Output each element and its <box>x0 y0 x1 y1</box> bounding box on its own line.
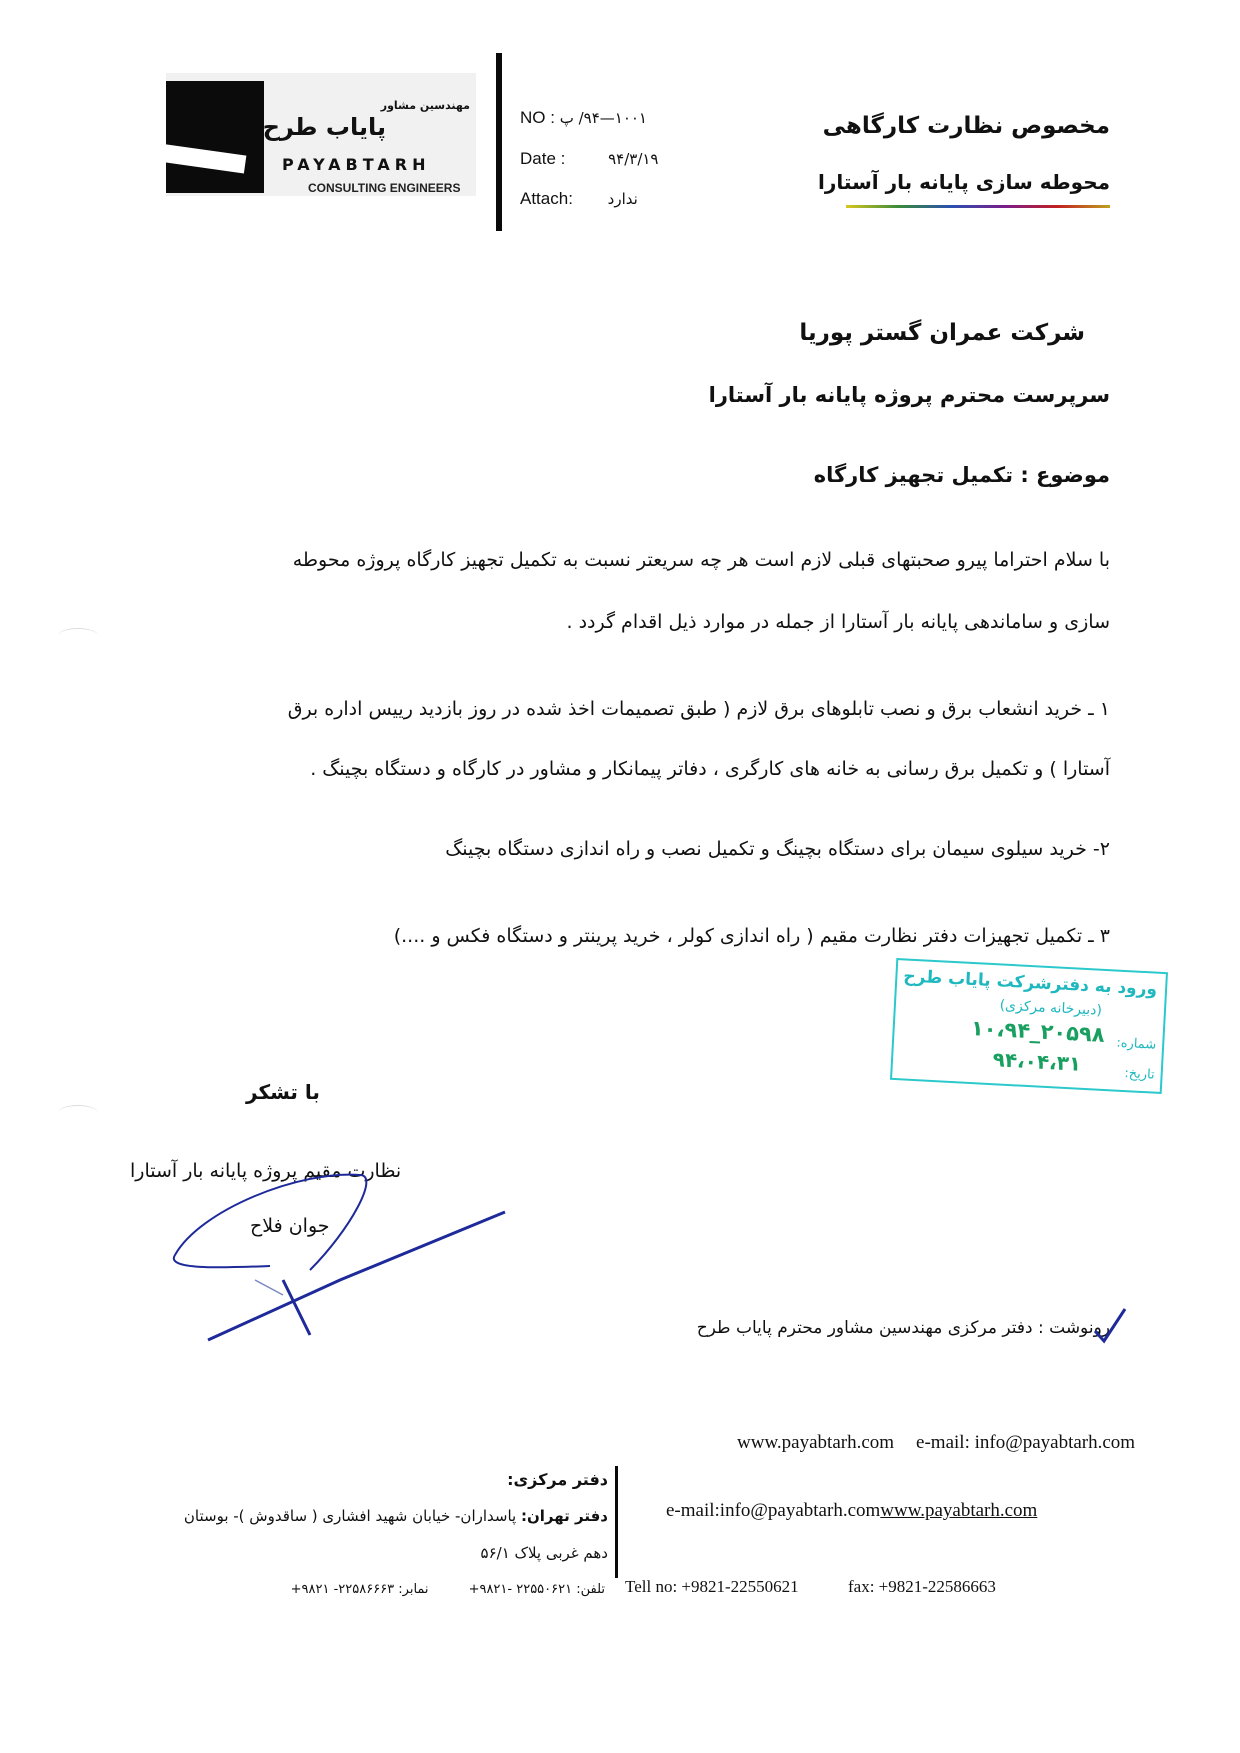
closing-text: با تشکر <box>246 1080 320 1104</box>
persian-fax: نمابر: ۲۲۵۸۶۶۶۳- ۹۸۲۱+ <box>290 1582 429 1597</box>
persian-phone: تلفن: ۲۲۵۵۰۶۲۱ -۹۸۲۱+ <box>468 1582 605 1597</box>
stamp-date-value: ۹۴،۰۴،۳۱ <box>992 1047 1082 1076</box>
list-item-1-line: ۱ ـ خرید انشعاب برق و نصب تابلوهای برق لازم ( طبق تصمیمات اخذ شده در روز بازدید رییس اداره برق <box>287 698 1110 720</box>
reference-attachment <box>520 189 638 209</box>
footer-contact-top <box>737 1432 1157 1454</box>
tehran-address-value: پاسداران- خیابان شهید افشاری ( ساقدوش )- بوستان <box>183 1507 521 1525</box>
header-title: مخصوص نظارت کارگاهی <box>822 113 1110 139</box>
scan-artifact <box>58 1105 98 1120</box>
address-plaque: دهم غربی پلاک ۵۶/۱ <box>480 1544 608 1562</box>
carbon-copy-line: رونوشت : دفتر مرکزی مهندسین مشاور محترم پایاب طرح <box>696 1318 1110 1338</box>
reference-number-value: ۱۰۰۱—۹۴/ پ <box>559 109 647 127</box>
recipient-company: شرکت عمران گستر پوریا <box>799 320 1085 346</box>
tehran-address <box>184 1507 608 1525</box>
address-divider <box>615 1466 618 1578</box>
subject-line: موضوع : تکمیل تجهیز کارگاه <box>813 463 1110 487</box>
persian-phone-line <box>291 1582 605 1597</box>
reference-attachment-value: ندارد <box>607 190 638 208</box>
footer-email[interactable]: e-mail: info@payabtarh.com <box>916 1432 1136 1453</box>
office-heading: دفتر مرکزی: <box>507 1470 608 1489</box>
list-item-2: ۲- خرید سیلوی سیمان برای دستگاه بچینگ و تکمیل نصب و راه اندازی دستگاه بچینگ <box>445 838 1110 860</box>
list-item-1-line: آستارا ) و تکمیل برق رسانی به خانه های کارگری ، دفاتر پیمانکار و مشاور در کارگاه و دستگاه بچینگ . <box>310 758 1110 780</box>
logo-persian-name: پایاب طرح <box>262 113 386 141</box>
checkmark-icon <box>1092 1305 1128 1345</box>
body-paragraph-line: با سلام احتراما پیرو صحبتهای قبلی لازم است هر چه سریعتر نسبت به تکمیل تجهیز کارگاه پروژه محوطه <box>292 549 1110 571</box>
footer-email-compact[interactable]: e-mail:info@payabtarh.com <box>666 1500 881 1521</box>
scan-artifact <box>58 628 98 643</box>
logo-persian-subtitle: مهندسین مشاور <box>380 99 470 112</box>
header-underline <box>846 205 1110 208</box>
logo-english-name: PAYABTARH <box>282 155 431 174</box>
reference-date-label: Date : <box>520 149 566 168</box>
reference-number <box>520 108 647 128</box>
recipient-title: سرپرست محترم پروژه پایانه بار آستارا <box>708 383 1110 407</box>
logo-mark-icon <box>166 81 264 193</box>
handwritten-signature <box>160 1170 520 1350</box>
company-logo <box>166 73 476 196</box>
list-item-3: ۳ ـ تکمیل تجهیزات دفتر نظارت مقیم ( راه اندازی کولر ، خرید پرینتر و دستگاه فکس و ....) <box>393 925 1110 947</box>
reference-number-label: NO : <box>520 108 555 127</box>
tehran-address-label: دفتر تهران: <box>520 1507 608 1525</box>
stamp-number-value: ۱۰،۹۴_۲۰۵۹۸ <box>970 1015 1106 1047</box>
receipt-stamp <box>890 958 1168 1094</box>
footer-website-compact[interactable]: www.payabtarh.com <box>880 1500 1038 1521</box>
header-subtitle: محوطه سازی پایانه بار آستارا <box>818 170 1110 194</box>
body-paragraph-line: سازی و ساماندهی پایانه بار آستارا از جمله در موارد ذیل اقدام گردد . <box>566 611 1110 633</box>
signatory-name: جوان فلاح <box>250 1215 330 1237</box>
reference-divider <box>496 53 502 231</box>
stamp-date-label: تاریخ: <box>1123 1066 1155 1083</box>
english-phone: Tell no: +9821-22550621 <box>625 1577 799 1596</box>
logo-english-subtitle: CONSULTING ENGINEERS <box>308 181 461 195</box>
stamp-title: ورود به دفترشرکت پایاب طرح <box>902 966 1158 1000</box>
reference-date-value: ۹۴/۳/۱۹ <box>608 150 659 168</box>
reference-date <box>520 149 658 169</box>
stamp-number-label: شماره: <box>1115 1035 1157 1053</box>
english-fax: fax: +9821-22586663 <box>848 1577 996 1596</box>
signatory-role: نظارت مقیم پروژه پایانه بار آستارا <box>130 1160 402 1182</box>
reference-attachment-label: Attach: <box>520 189 573 208</box>
footer-contact-compact <box>666 1500 1037 1522</box>
stamp-subtitle: (دبیرخانه مرکزی) <box>999 997 1103 1019</box>
footer-website[interactable]: www.payabtarh.com <box>737 1432 895 1453</box>
